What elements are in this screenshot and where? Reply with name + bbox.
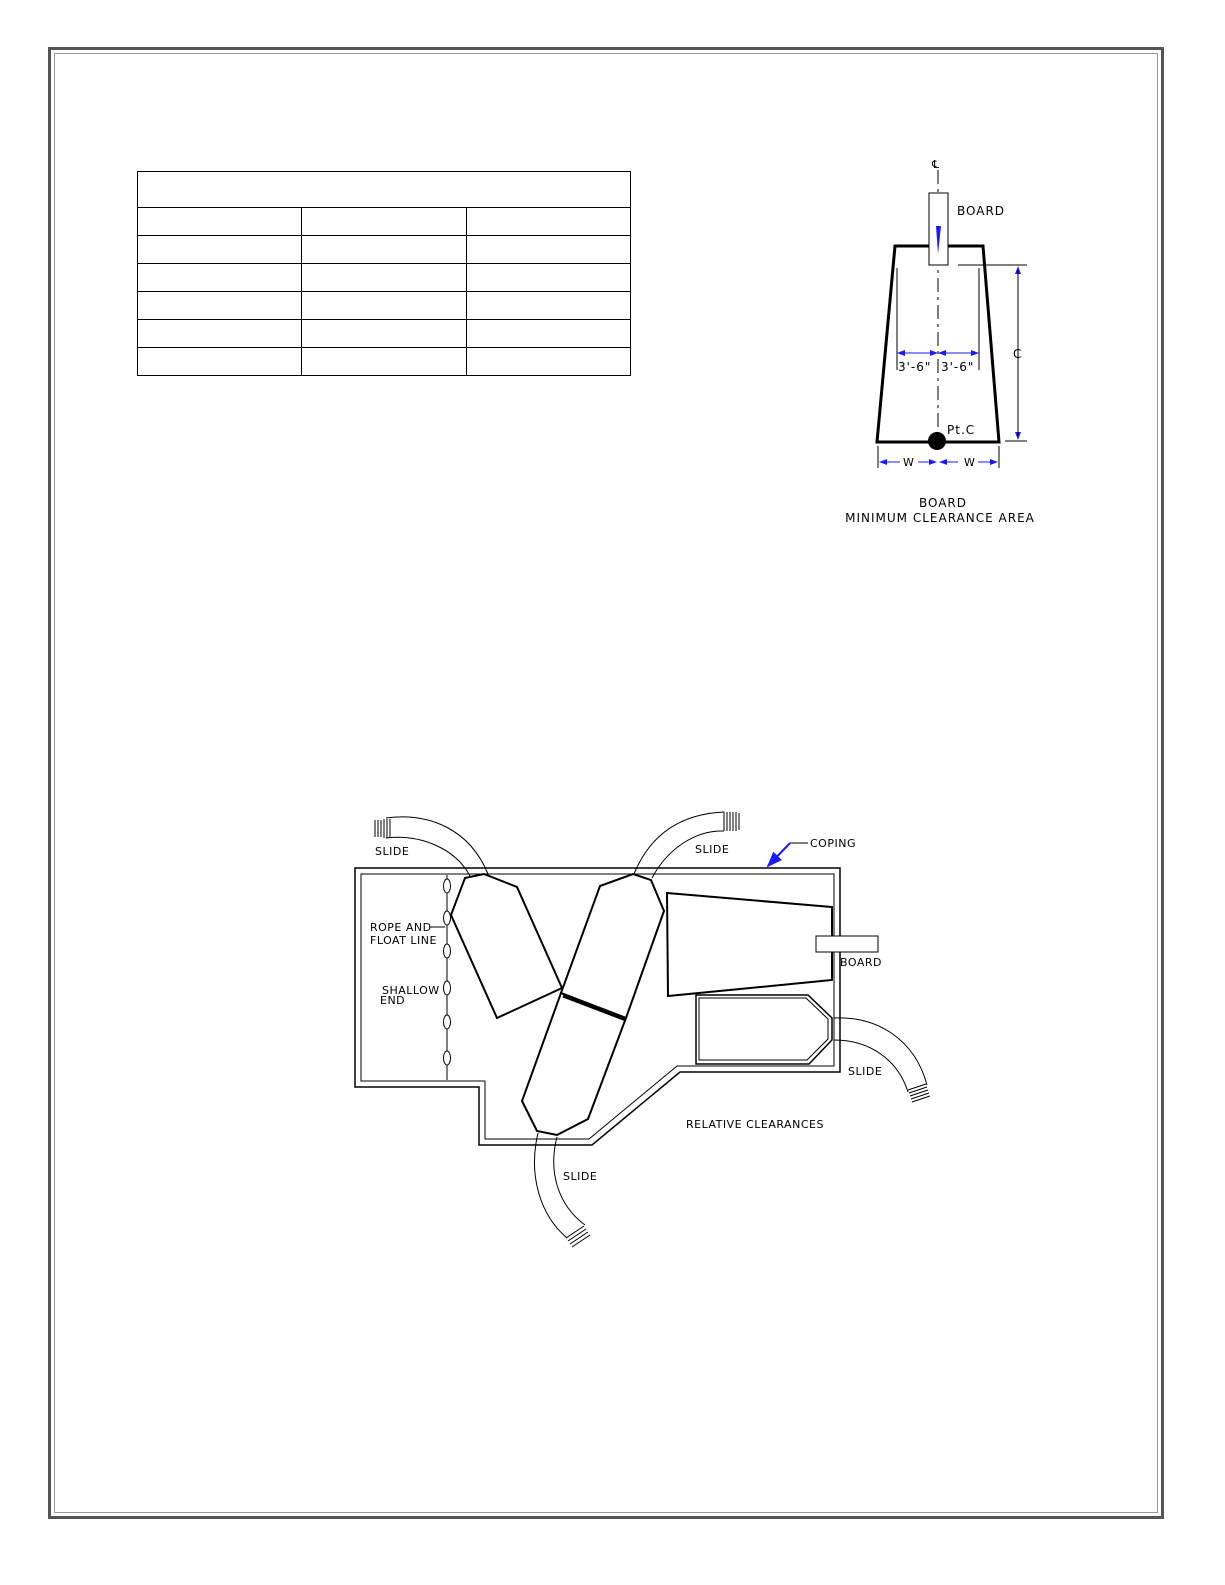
- float-buoy: [444, 911, 451, 925]
- slide-ladder-top-left: [375, 819, 390, 838]
- board-label: BOARD: [840, 956, 882, 969]
- slide-ladder-bottom: [566, 1226, 590, 1247]
- float-buoy: [444, 944, 451, 958]
- board-label: BOARD: [957, 204, 1006, 218]
- float-buoy: [444, 1051, 451, 1065]
- slide-label-top-left: SLIDE: [375, 845, 410, 858]
- slide-clearance-right-inner: [699, 998, 828, 1060]
- pool-caption: RELATIVE CLEARANCES: [686, 1118, 824, 1131]
- rope-label-line1: ROPE AND: [370, 921, 432, 934]
- float-buoy: [444, 1015, 451, 1029]
- centerline-symbol: ℄: [932, 158, 940, 171]
- board-rect: [816, 936, 878, 952]
- slide-label-top-right: SLIDE: [695, 843, 730, 856]
- c-label: C: [1013, 347, 1023, 361]
- dim-left-label: 3'-6": [898, 360, 932, 374]
- coping-label: COPING: [810, 837, 856, 850]
- slide-chute-right: [834, 1018, 927, 1092]
- slide-label-right: SLIDE: [848, 1065, 883, 1078]
- slide-clearance-top-left: [451, 874, 562, 1018]
- float-buoy: [444, 879, 451, 893]
- slide-clearance-divider: [563, 996, 626, 1020]
- rope-label-line2: FLOAT LINE: [370, 934, 437, 947]
- dim-right-label: 3'-6": [941, 360, 975, 374]
- slide-ladder-top-right: [724, 812, 739, 831]
- point-c-label: Pt.C: [947, 423, 976, 437]
- w-left-label: W: [903, 456, 915, 469]
- slide-label-bottom: SLIDE: [563, 1170, 598, 1183]
- board-caption-line1: BOARD: [918, 496, 968, 510]
- slide-chute-bottom: [535, 1133, 585, 1238]
- shallow-label-line1: SHALLOW: [382, 984, 440, 997]
- float-buoy: [444, 981, 451, 995]
- slide-clearance-top-right: [561, 874, 664, 1018]
- board-clearance-area: [667, 893, 832, 996]
- w-right-label: W: [964, 456, 976, 469]
- pool-clearances-diagram: [355, 812, 930, 1247]
- slide-ladder-right: [908, 1084, 930, 1102]
- board-caption-line2: MINIMUM CLEARANCE AREA: [845, 511, 1035, 525]
- slide-clearance-right: [696, 995, 832, 1064]
- board-clearance-diagram: [845, 158, 1035, 525]
- shallow-label-line2: END: [380, 994, 406, 1007]
- point-c-dot: [928, 432, 946, 450]
- coping-arrow: [768, 843, 790, 866]
